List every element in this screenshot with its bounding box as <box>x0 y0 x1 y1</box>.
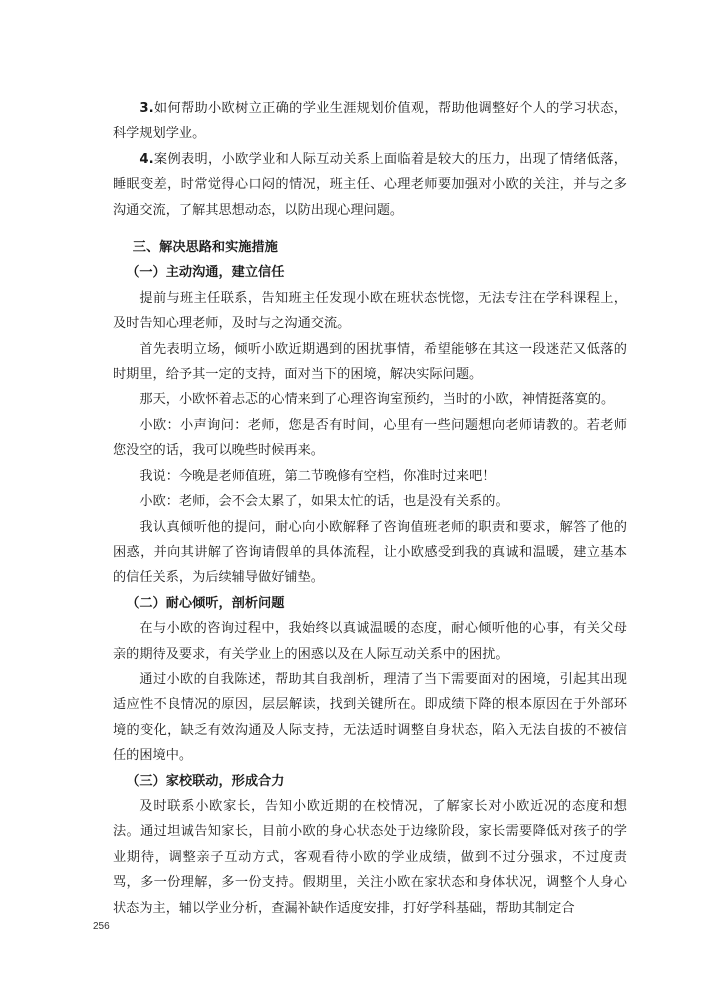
subsection-heading-2: （二）耐心倾听，剖析问题 <box>126 595 285 611</box>
paragraph: 提前与班主任联系，告知班主任发现小欧在班状态恍惚，无法专注在学科课程上，及时告知心理老师，及时与之沟通交流。 <box>113 290 627 332</box>
body-text <box>113 96 627 921</box>
paragraph-4 <box>113 147 627 223</box>
section-heading: 三、解决思路和实施措施 <box>132 240 278 256</box>
paragraph: 小欧：老师，会不会太累了，如果太忙的话，也是没有关系的。 <box>139 494 509 510</box>
paragraph: 我认真倾听他的提问，耐心向小欧解释了咨询值班老师的职责和要求，解答了他的困惑，并向其讲解了咨询请假单的具体流程，让小欧感受到我的真诚和温暖，建立基本的信任关系，为后续辅导做好铺垫。 <box>113 519 627 586</box>
subsection-heading-1: （一）主动沟通，建立信任 <box>126 265 285 281</box>
paragraph-text: 如何帮助小欧树立正确的学业生涯规划价值观，帮助他调整好个人的学习状态，科学规划学业。 <box>113 101 627 142</box>
paragraph: 首先表明立场，倾听小欧近期遇到的困扰事情，希望能够在其这一段迷茫又低落的时期里，给予其一定的支持，面对当下的困境，解决实际问题。 <box>113 341 627 383</box>
page-number: 256 <box>93 921 110 932</box>
paragraph: 小欧：小声询问：老师，您是否有时间，心里有一些问题想向老师请教的。若老师您没空的话，我可以晚些时候再来。 <box>113 417 627 459</box>
item-number: 4. <box>139 151 154 167</box>
paragraph: 我说：今晚是老师值班，第二节晚修有空档，你准时过来吧！ <box>139 468 496 484</box>
paragraph-3 <box>113 96 627 147</box>
paragraph: 及时联系小欧家长，告知小欧近期的在校情况，了解家长对小欧近况的态度和想法。通过坦诚告知家长，目前小欧的身心状态处于边缘阶段，家长需要降低对孩子的学业期待，调整亲子互动方式，客观看待小欧的学业成绩，做到不过分强求，不过度责骂，多一份理解，多一份支持。假期里，关注小欧在家状态和身体状况，调整个人身心状态为主，辅以学业分析，查漏补缺作适度安排，打好学科基础，帮助其制定合 <box>113 798 627 916</box>
paragraph: 在与小欧的咨询过程中，我始终以真诚温暖的态度，耐心倾听他的心事，有关父母亲的期待及要求，有关学业上的困惑以及在人际互动关系中的困扰。 <box>113 621 627 662</box>
paragraph-text: 案例表明，小欧学业和人际互动关系上面临着是较大的压力，出现了情绪低落，睡眠变差，时常觉得心口闷的情况，班主任、心理老师要加强对小欧的关注，并与之多沟通交流，了解其思想动态，以防出现心理问题。 <box>113 151 627 218</box>
item-number: 3. <box>139 101 154 116</box>
subsection-heading-3: （三）家校联动，形成合力 <box>126 773 285 789</box>
paragraph: 通过小欧的自我陈述，帮助其自我剖析，理清了当下需要面对的困境，引起其出现适应性不良情况的原因，层层解读，找到关键所在。即成绩下降的根本原因在于外部环境的变化，缺乏有效沟通及人际支持，无法适时调整自身状态，陷入无法自拔的不被信任的困境中。 <box>113 671 627 764</box>
paragraph: 那天，小欧怀着忐忑的心情来到了心理咨询室预约，当时的小欧，神情挺落寞的。 <box>139 392 615 408</box>
